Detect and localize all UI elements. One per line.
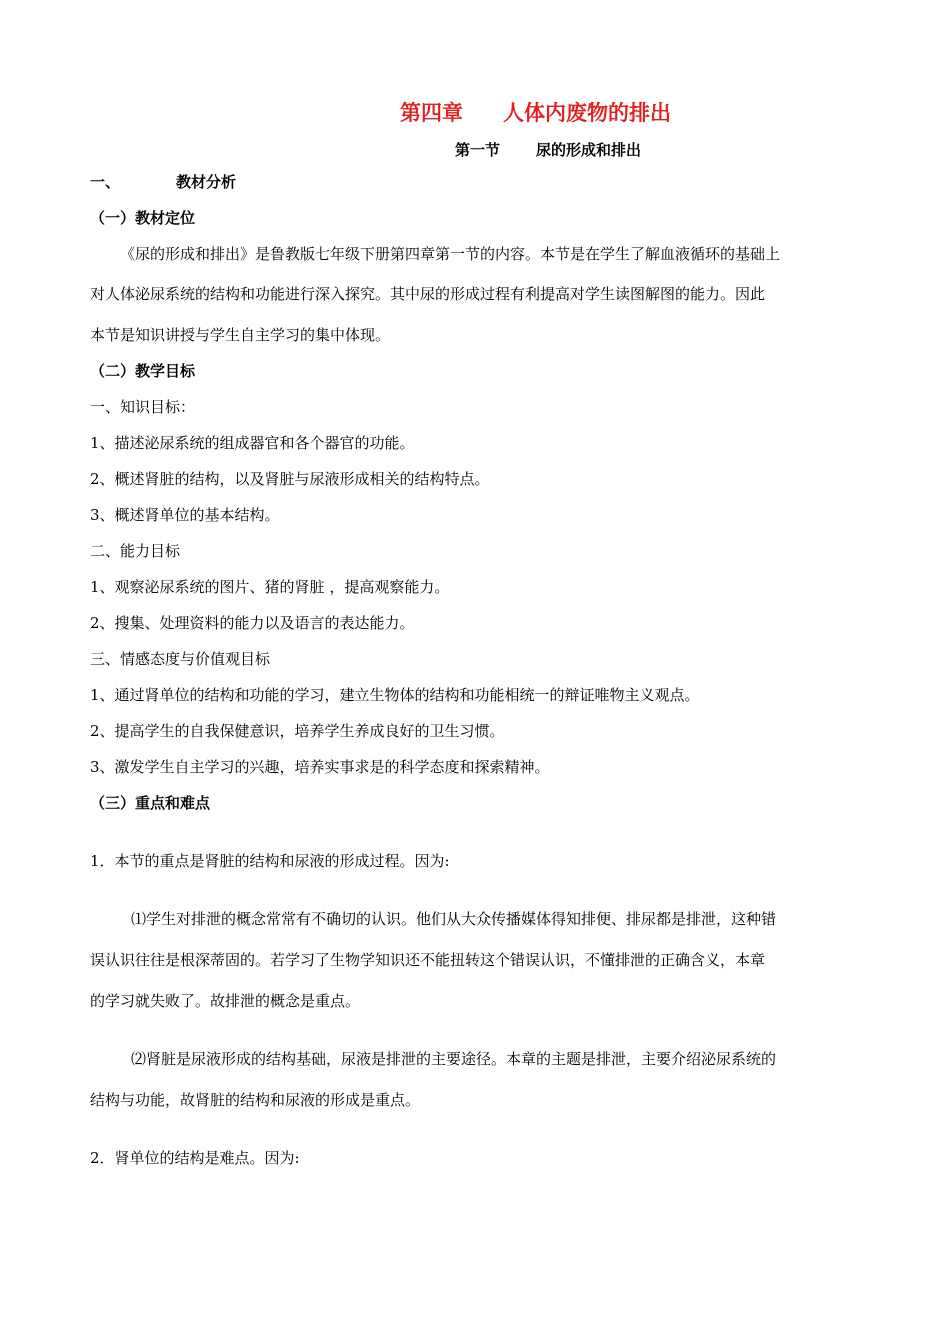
goal-item: 3、激发学生自主学习的兴趣，培养实事求是的科学态度和探索精神。	[90, 758, 550, 776]
goal-item: 2、概述肾脏的结构，以及肾脏与尿液形成相关的结构特点。	[90, 470, 490, 488]
heading-key-points: （三）重点和难点	[90, 794, 211, 812]
paragraph-line: ⑵肾脏是尿液形成的结构基础，尿液是排泄的主要途径。本章的主题是排泄，主要介绍泌尿系统的	[131, 1050, 777, 1068]
chapter-number: 第四章	[400, 101, 463, 125]
key-point-item: 1．本节的重点是肾脏的结构和尿液的形成过程。因为:	[90, 852, 450, 870]
goal-item: 3、概述肾单位的基本结构。	[90, 506, 280, 524]
key-point-item: 2．肾单位的结构是难点。因为:	[90, 1149, 300, 1167]
part-number: 一、	[90, 173, 121, 191]
chapter-title	[400, 99, 671, 127]
section-number: 第一节	[455, 141, 501, 159]
paragraph-line: 的学习就失败了。故排泄的概念是重点。	[90, 992, 361, 1010]
paragraph-line: 《尿的形成和排出》是鲁教版七年级下册第四章第一节的内容。本节是在学生了解血液循环的基础上	[120, 245, 781, 263]
goal-item: 2、提高学生的自我保健意识，培养学生养成良好的卫生习惯。	[90, 722, 505, 740]
chapter-name: 人体内废物的排出	[503, 101, 671, 125]
paragraph-line: 本节是知识讲授与学生自主学习的集中体现。	[90, 326, 391, 344]
paragraph-line: ⑴学生对排泄的概念常常有不确切的认识。他们从大众传播媒体得知排便、排尿都是排泄，这种错	[131, 910, 777, 928]
section-name: 尿的形成和排出	[536, 141, 642, 159]
goal-heading: 一、知识目标：	[90, 398, 196, 416]
goal-heading: 三、情感态度与价值观目标	[90, 650, 271, 668]
goal-heading: 二、能力目标	[90, 542, 181, 560]
goal-item: 1、观察泌尿系统的图片、猪的肾脏 ，提高观察能力。	[90, 578, 450, 596]
paragraph-line: 误认识往往是根深蒂固的。若学习了生物学知识还不能扭转这个错误认识，不懂排泄的正确含义，本章	[90, 951, 766, 969]
part-heading	[90, 172, 236, 192]
section-title	[455, 140, 641, 160]
heading-teaching-goals: （二）教学目标	[90, 362, 196, 380]
paragraph-line: 结构与功能，故肾脏的结构和尿液的形成是重点。	[90, 1091, 421, 1109]
heading-textbook-position: （一）教材定位	[90, 209, 196, 227]
part-label: 教材分析	[176, 173, 237, 191]
goal-item: 2、搜集、处理资料的能力以及语言的表达能力。	[90, 614, 415, 632]
goal-item: 1、通过肾单位的结构和功能的学习，建立生物体的结构和功能相统一的辩证唯物主义观点。	[90, 686, 700, 704]
goal-item: 1、描述泌尿系统的组成器官和各个器官的功能。	[90, 434, 415, 452]
paragraph-line: 对人体泌尿系统的结构和功能进行深入探究。其中尿的形成过程有利提高对学生读图解图的能力。因此	[90, 285, 766, 303]
